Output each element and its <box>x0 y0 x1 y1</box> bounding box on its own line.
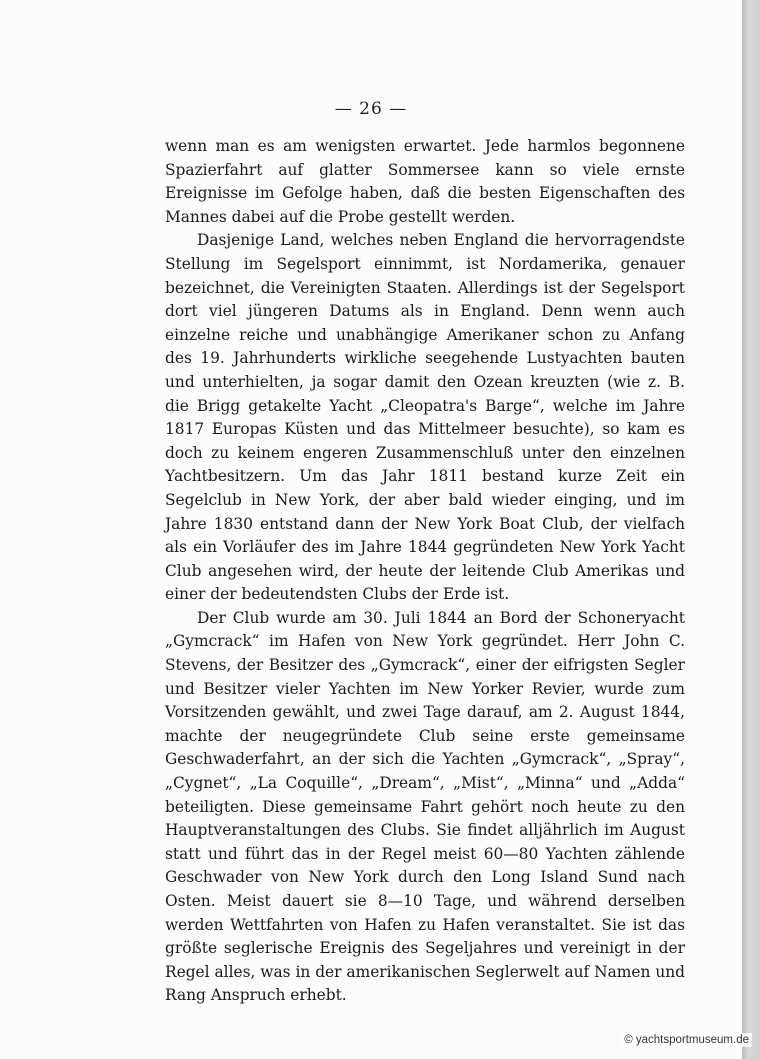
page-edge <box>742 0 760 1059</box>
body-text <box>165 135 685 1008</box>
paragraph: Der Club wurde am 30. Juli 1844 an Bord der Schoneryacht „Gymcrack“ im Hafen von New York gegründet. Herr John C. Stevens, der Besitzer des „Gymcrack“, einer der eifrigsten Segler und Besitzer vieler Yachten im New Yorker Revier, wurde zum Vorsitzenden gewählt, und zwei Tage darauf, am 2. August 1844, machte der neugegründete Club seine erste gemeinsame Geschwaderfahrt, an der sich die Yachten „Gymcrack“, „Spray“, „Cygnet“, „La Coquille“, „Dream“, „Mist“, „Minna“ und „Adda“ beteiligten. Diese gemeinsame Fahrt gehört noch heute zu den Hauptveranstaltungen des Clubs. Sie findet alljährlich im August statt und führt das in der Regel meist 60—80 Yachten zählende Geschwader von New York durch den Long Island Sund nach Osten. Meist dauert sie 8—10 Tage, und während derselben werden Wettfahrten von Hafen zu Hafen veranstaltet. Sie ist das größte seglerische Ereignis des Segeljahres und vereinigt in der Regel alles, was in der amerikanischen Seglerwelt auf Namen und Rang Anspruch erhebt. <box>165 608 685 1005</box>
paragraph: Dasjenige Land, welches neben England die hervorragendste Stellung im Segelsport einnimmt, ist Nordamerika, genauer bezeichnet, die Vereinigten Staaten. Allerdings ist der Segelsport dort viel jüngeren Datums als in England. Denn wenn auch einzelne reiche und unabhängige Amerikaner schon zu Anfang des 19. Jahrhunderts wirkliche seegehende Lustyachten bauten und unterhielten, ja sogar damit den Ozean kreuzten (wie z. B. die Brigg getakelte Yacht „Cleopatra's Barge“, welche im Jahre 1817 Europas Küsten und das Mittelmeer besuchte), so kam es doch zu keinem engeren Zusammenschluß unter den einzelnen Yachtbesitzern. Um das Jahr 1811 bestand kurze Zeit ein Segelclub in New York, der aber bald wieder einging, und im Jahre 1830 entstand dann der New York Boat Club, der vielfach als ein Vorläufer des im Jahre 1844 gegründeten New York Yacht Club angesehen wird, der heute der leitende Club Amerikas und einer der bedeutendsten Clubs der Erde ist. <box>165 231 685 604</box>
watermark: © yachtsportmuseum.de <box>621 1033 752 1047</box>
page-number: — 26 — <box>334 99 408 119</box>
paragraph: wenn man es am wenigsten erwartet. Jede harmlos begonnene Spazierfahrt auf glatter Sommersee kann so viele ernste Ereignisse im Gefolge haben, daß die besten Eigenschaften des Mannes dabei auf die Probe gestellt werden. <box>165 137 685 226</box>
